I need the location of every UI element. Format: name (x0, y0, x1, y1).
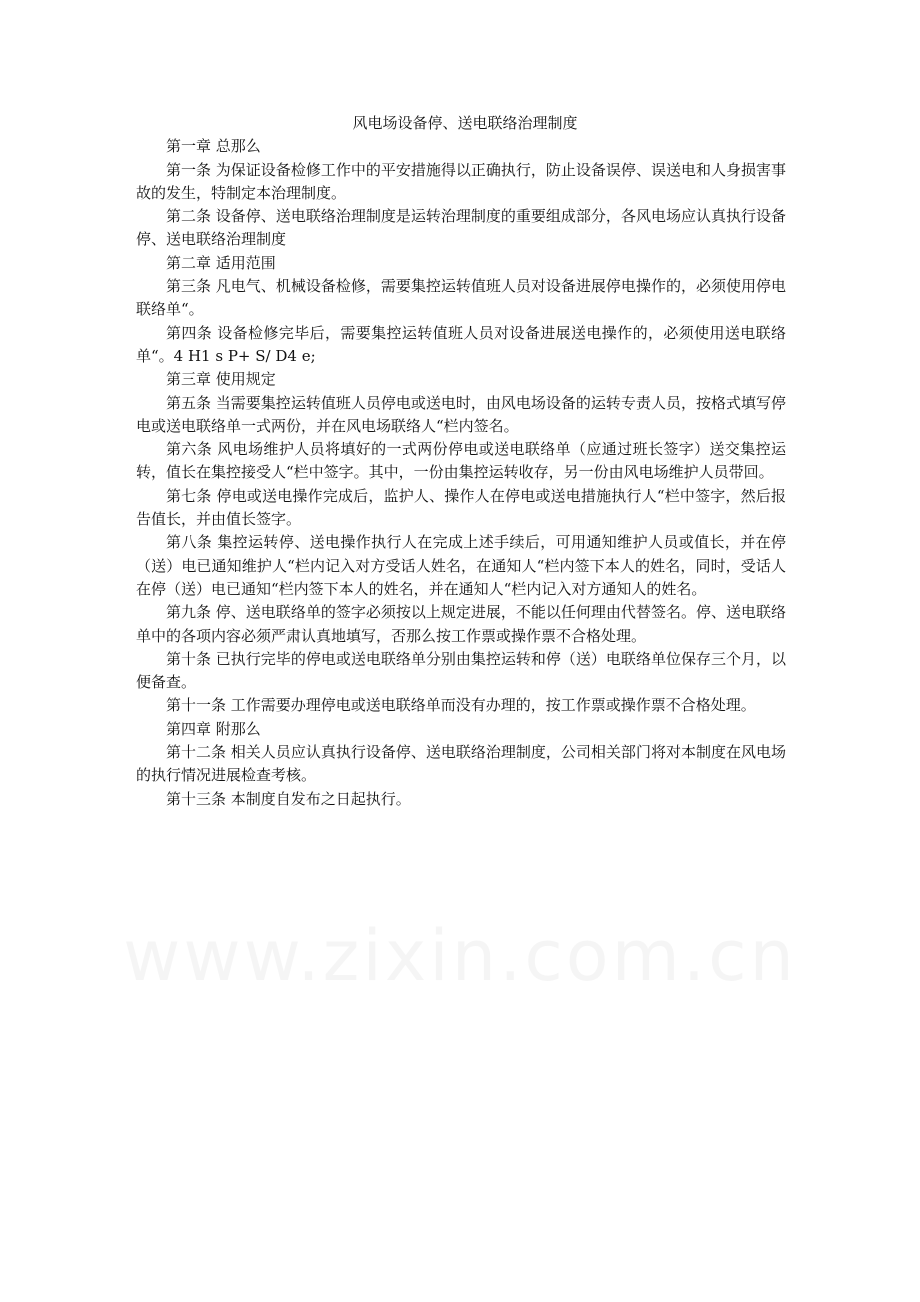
article-10: 第十条 已执行完毕的停电或送电联络单分别由集控运转和停（送）电联络单位保存三个月，以便备查。 (136, 649, 786, 692)
document-body (136, 135, 786, 811)
article-3: 第三条 凡电气、机械设备检修，需要集控运转值班人员对设备进展停电操作的，必须使用停电联络单“。 (136, 277, 786, 319)
article-4: 第四条 设备检修完毕后，需要集控运转值班人员对设备进展送电操作的，必须使用送电联络单“。4 H1 s P+ S/ D4 e; (136, 323, 786, 365)
chapter-2-heading: 第二章 适用范围 (166, 253, 276, 272)
article-12: 第十二条 相关人员应认真执行设备停、送电联络治理制度，公司相关部门将对本制度在风电场的执行情况进展检查考核。 (136, 743, 786, 785)
article-8: 第八条 集控运转停、送电操作执行人在完成上述手续后，可用通知维护人员或值长，并在停（送）电已通知维护人“栏内记入对方受话人姓名，在通知人“栏内签下本人的姓名，同时，受话人在停（送）电已通知“栏内签下本人的姓名，并在通知人“栏内记入对方通知人的姓名。 (136, 533, 786, 598)
article-13: 第十三条 本制度自发布之日起执行。 (166, 789, 411, 808)
watermark (0, 915, 920, 997)
article-5: 第五条 当需要集控运转值班人员停电或送电时，由风电场设备的运转专责人员，按格式填写停电或送电联络单一式两份，并在风电场联络人“栏内签名。 (136, 393, 786, 435)
article-2: 第二条 设备停、送电联络治理制度是运转治理制度的重要组成部分，各风电场应认真执行设备停、送电联络治理制度 (136, 207, 786, 249)
article-1: 第一条 为保证设备检修工作中的平安措施得以正确执行，防止设备误停、误送电和人身损害事故的发生，特制定本治理制度。 (136, 160, 786, 202)
chapter-1-heading: 第一章 总那么 (166, 137, 261, 156)
document-title: 风电场设备停、送电联络治理制度 (352, 114, 578, 132)
article-6: 第六条 风电场维护人员将填好的一式两份停电或送电联络单（应通过班长签字）送交集控运转，值长在集控接受人“栏中签字。其中，一份由集控运转收存，另一份由风电场维护人员带回。 (136, 440, 786, 482)
article-9: 第九条 停、送电联络单的签字必须按以上规定进展，不能以任何理由代替签名。停、送电联络单中的各项内容必须严肃认真地填写，否那么按工作票或操作票不合格处理。 (136, 603, 786, 645)
article-7: 第七条 停电或送电操作完成后，监护人、操作人在停电或送电措施执行人“栏中签字，然后报告值长，并由值长签字。 (136, 486, 786, 529)
chapter-3-heading: 第三章 使用规定 (166, 370, 276, 389)
document-page (136, 112, 786, 811)
article-11: 第十一条 工作需要办理停电或送电联络单而没有办理的，按工作票或操作票不合格处理。 (166, 696, 756, 715)
chapter-4-heading: 第四章 附那么 (166, 719, 261, 738)
